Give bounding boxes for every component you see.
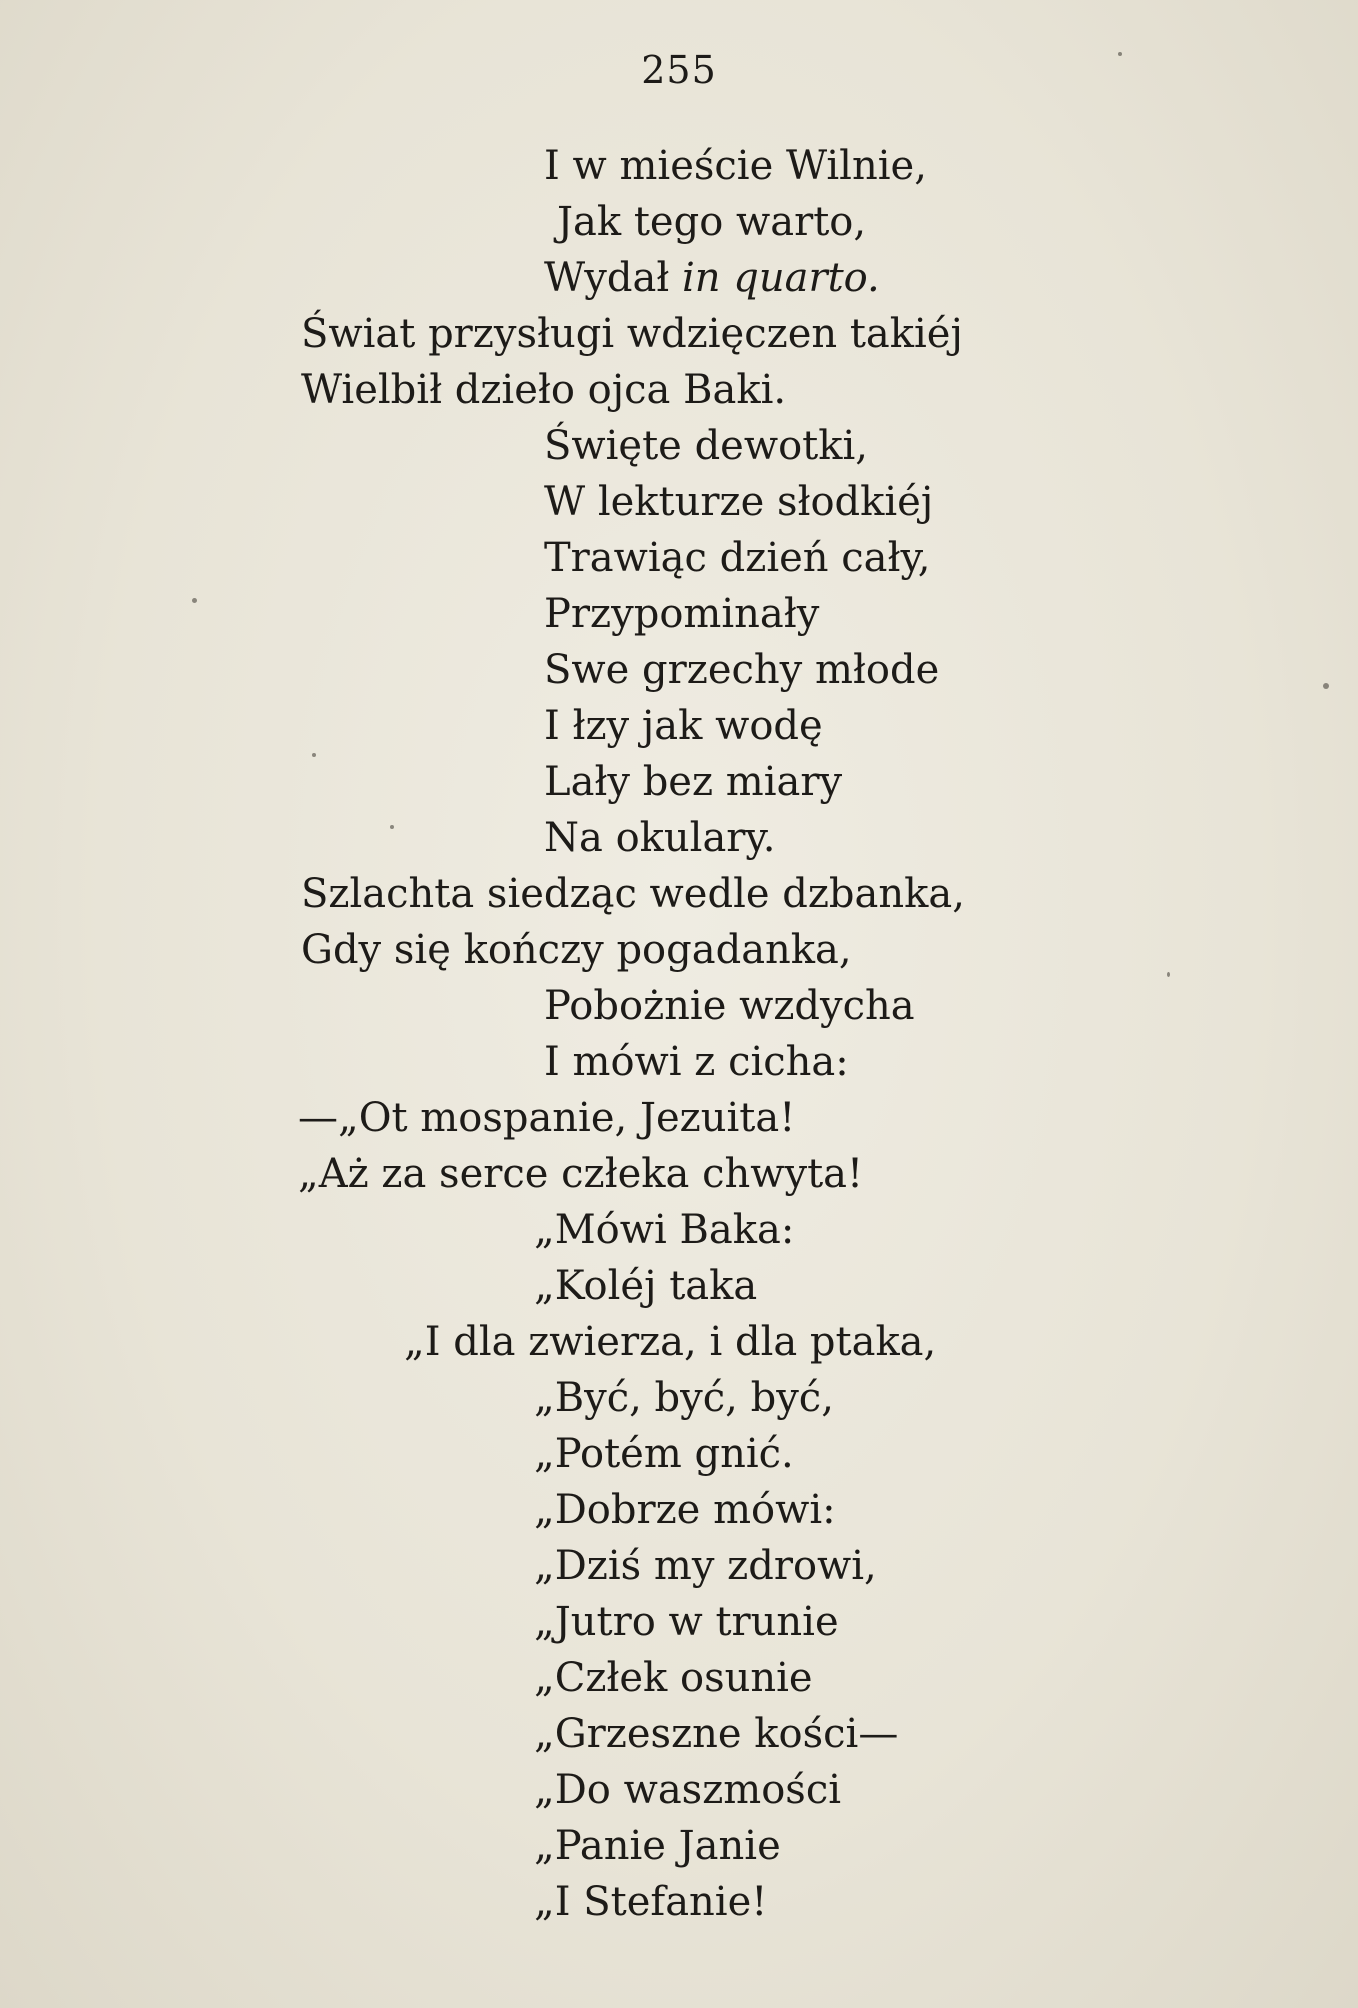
- poem-line: „Dziś my zdrowi,: [534, 1543, 877, 1589]
- poem-line: „Grzeszne kości—: [534, 1711, 899, 1757]
- poem-line: I mówi z cicha:: [544, 1039, 849, 1085]
- page-number: 255: [641, 48, 717, 92]
- poem-line: I łzy jak wodę: [544, 703, 823, 749]
- poem-line: Świat przysługi wdzięczen takiéj: [301, 311, 963, 357]
- poem-line: Pobożnie wzdycha: [544, 983, 915, 1029]
- poem-line-text: Wydał: [544, 255, 682, 301]
- poem-line: —„Ot mospanie, Jezuita!: [298, 1095, 796, 1141]
- poem-line: „Aż za serce człeka chwyta!: [298, 1151, 864, 1197]
- poem-line: „Koléj taka: [534, 1263, 758, 1309]
- poem-line: Trawiąc dzień cały,: [544, 535, 931, 581]
- poem-line: „I dla zwierza, i dla ptaka,: [404, 1319, 937, 1365]
- poem-line: I w mieście Wilnie,: [544, 143, 927, 189]
- paper-speck: [192, 598, 197, 603]
- poem-line: Szlachta siedząc wedle dzbanka,: [301, 871, 965, 917]
- poem-line: „Mówi Baka:: [534, 1207, 795, 1253]
- paper-speck: [390, 825, 394, 829]
- poem-line: „I Stefanie!: [534, 1879, 768, 1925]
- poem-line: „Jutro w trunie: [534, 1599, 839, 1645]
- poem-line: Święte dewotki,: [544, 423, 868, 469]
- poem-line: Przypominały: [544, 591, 820, 637]
- poem-line: „Być, być, być,: [534, 1375, 834, 1421]
- poem-line: Na okulary.: [544, 815, 776, 861]
- poem-line: Gdy się kończy pogadanka,: [301, 927, 852, 973]
- poem-line: Lały bez miary: [544, 759, 843, 805]
- poem-line: [544, 250, 880, 306]
- poem-line: „Potém gnić.: [534, 1431, 794, 1477]
- poem-line: Jak tego warto,: [557, 199, 867, 245]
- poem-line: „Panie Janie: [534, 1823, 781, 1869]
- poem-line: W lekturze słodkiéj: [544, 479, 934, 525]
- poem-line: „Dobrze mówi:: [534, 1487, 836, 1533]
- paper-speck: [312, 753, 316, 757]
- paper-speck: [1323, 683, 1329, 689]
- poem-line: „Człek osunie: [534, 1655, 813, 1701]
- paper-speck: [1167, 972, 1170, 977]
- poem-line-italic: in quarto.: [681, 255, 880, 301]
- poem-line: Swe grzechy młode: [544, 647, 940, 693]
- poem-line: Wielbił dzieło ojca Baki.: [301, 367, 787, 413]
- poem-line: „Do waszmości: [534, 1767, 842, 1813]
